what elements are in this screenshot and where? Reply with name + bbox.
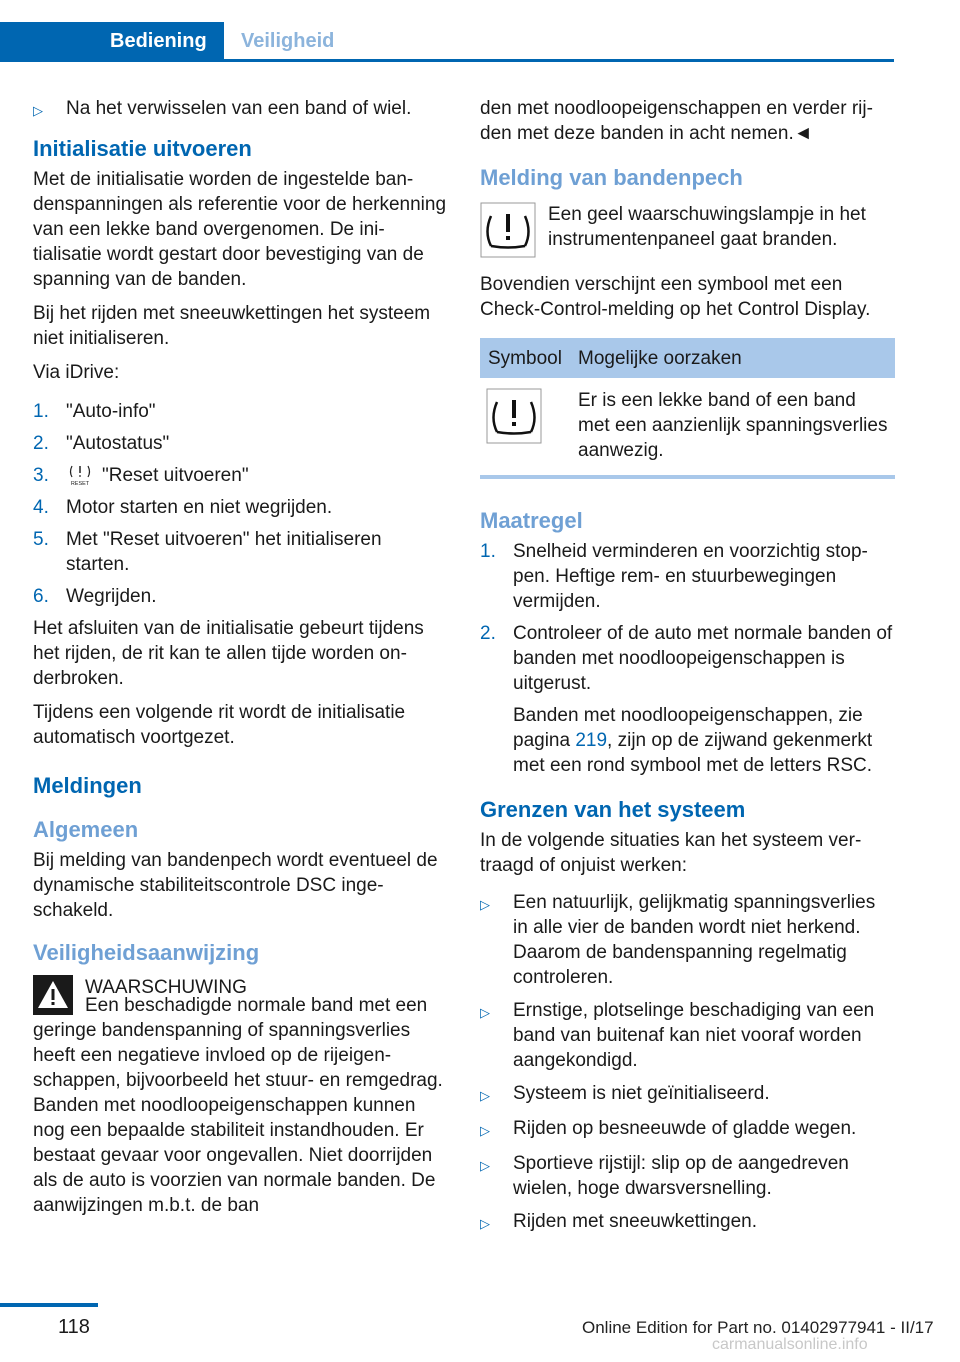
triangle-bullet-icon: ▷	[33, 103, 43, 118]
tab-bediening[interactable]: Bediening	[0, 22, 224, 62]
right-column	[480, 96, 894, 1244]
subheading-veiligheid: Veiligheidsaanwijzing	[33, 940, 260, 965]
paragraph: den met noodloopeigenschappen en verder rijden met deze banden in acht nemen.◄	[480, 98, 873, 144]
left-column	[33, 96, 447, 1227]
list-item: ▷ Systeem is niet geïnitialiseerd.	[480, 1081, 894, 1108]
section-heading-grenzen: Grenzen van het systeem	[480, 797, 746, 822]
header-tabs	[0, 0, 960, 62]
paragraph: Tijdens een volgende rit wordt de initialisatie automatisch voortgezet.	[33, 702, 406, 748]
tpms-warning-icon	[480, 202, 536, 258]
triangle-bullet-icon: ▷	[480, 1005, 490, 1020]
warning-text: Een beschadigde normale band met een geringe bandenspanning of spanningsverlies heeft een negatieve invloed op de rijeigenschappen, bijvoorbeeld het stuur- en remgedrag. Banden met noodloopeigenschappen kunnen nog een bepaalde stabiliteit instandhouden. Er bestaat gevaar voor ongevallen. Niet doorrijden als de auto is voorzien van normale banden. De aanwijzingen m.b.t. de ban	[33, 995, 443, 1216]
list-item: 2. Controleer of de auto met normale banden of banden met noodloopeigenschappen is uitgerust.	[480, 623, 893, 694]
triangle-bullet-icon: ▷	[480, 1158, 490, 1173]
paragraph: Banden met noodloopeigenschappen, zie pagina 219, zijn op de zijwand gekenmerkt met een rond symbool met de letters RSC.	[513, 705, 873, 776]
list-item: 3. RESET "Reset uitvoeren"	[33, 465, 249, 487]
paragraph: Met de initialisatie worden de ingestelde bandenspanningen als referentie voor de herkenning van een lekke band overgenomen. De initialisatie wordt gestart door bevestiging van de spanning van de banden.	[33, 169, 447, 290]
paragraph: Bij melding van bandenpech wordt eventueel de dynamische stabiliteitscontrole DSC ingeschakeld.	[33, 850, 438, 921]
list-item: 2. "Autostatus"	[33, 433, 170, 454]
init-steps-list	[33, 399, 447, 609]
tpms-lamp-row: Een geel waarschuwingslampje in het instrumentenpaneel gaat branden.	[480, 202, 894, 258]
page-link[interactable]: 219	[575, 730, 608, 751]
paragraph: Bovendien verschijnt een symbool met een Check-Control-melding op het Control Display.	[480, 274, 871, 320]
list-item: 4. Motor starten en niet wegrijden.	[33, 497, 333, 518]
table-row: Er is een lekke band of een band met een aanzienlijk spanningsverlies aanwezig.	[480, 378, 895, 475]
tpms-warning-icon	[486, 388, 542, 444]
page-number: 118	[58, 1316, 90, 1338]
svg-text:RESET: RESET	[70, 481, 90, 487]
list-item: 1. "Auto-info"	[33, 401, 156, 422]
paragraph: Via iDrive:	[33, 362, 120, 383]
paragraph: Bij het rijden met sneeuwkettingen het systeem niet initialiseren.	[33, 303, 431, 349]
tab-veiligheid[interactable]: Veiligheid	[224, 22, 894, 62]
list-item: ▷ Rijden met sneeuwkettingen.	[480, 1209, 894, 1236]
triangle-bullet-icon: ▷	[480, 897, 490, 912]
list-item: 5. Met "Reset uitvoeren" het initialiseren starten.	[33, 529, 382, 575]
triangle-bullet-icon: ▷	[480, 1088, 490, 1103]
list-item: ▷ Sportieve rijstijl: slip op de aangedreven wielen, hoge dwarsversnelling.	[480, 1153, 849, 1199]
warning-triangle-icon	[33, 975, 73, 1015]
paragraph: In de volgende situaties kan het systeem vertraagd of onjuist werken:	[480, 830, 862, 876]
footer-rule	[0, 1303, 98, 1307]
limits-list	[480, 890, 894, 1236]
warning-title: WAARSCHUWING	[85, 977, 247, 998]
section-heading-meldingen: Meldingen	[33, 773, 142, 798]
list-item: 1. Snelheid verminderen en voorzichtig stoppen. Heftige rem- en stuurbewegingen vermijden.	[480, 541, 868, 612]
watermark: carmanualsonline.info	[712, 1336, 868, 1353]
symbol-table	[480, 338, 895, 479]
subheading-melding: Melding van bandenpech	[480, 165, 743, 190]
triangle-bullet-icon: ▷	[480, 1216, 490, 1231]
subheading-algemeen: Algemeen	[33, 817, 139, 842]
list-item: ▷ Rijden op besneeuwde of gladde wegen.	[480, 1116, 894, 1143]
list-item: 6. Wegrijden.	[33, 586, 157, 607]
list-item: ▷ Ernstige, plotselinge beschadiging van een band van buitenaf kan niet vooraf worden aangekondigd.	[480, 1000, 875, 1071]
edition-note: Online Edition for Part no. 01402977941 - II/17	[582, 1318, 934, 1337]
subheading-maatregel: Maatregel	[480, 508, 583, 533]
paragraph: Het afsluiten van de initialisatie gebeurt tijdens het rijden, de rit kan te allen tijde worden onderbroken.	[33, 618, 424, 689]
table-header: Symbool Mogelijke oorzaken	[480, 338, 895, 378]
triangle-bullet-icon: ▷	[480, 1123, 490, 1138]
list-item: ▷ Een natuurlijk, gelijkmatig spanningsverlies in alle vier de banden wordt niet herkend. Daarom de bandenspanning regelmatig controleren.	[480, 892, 876, 988]
reset-icon	[66, 463, 94, 487]
section-heading-init: Initialisatie uitvoeren	[33, 136, 252, 161]
list-item: ▷ Na het verwisselen van een band of wiel.	[33, 96, 447, 123]
